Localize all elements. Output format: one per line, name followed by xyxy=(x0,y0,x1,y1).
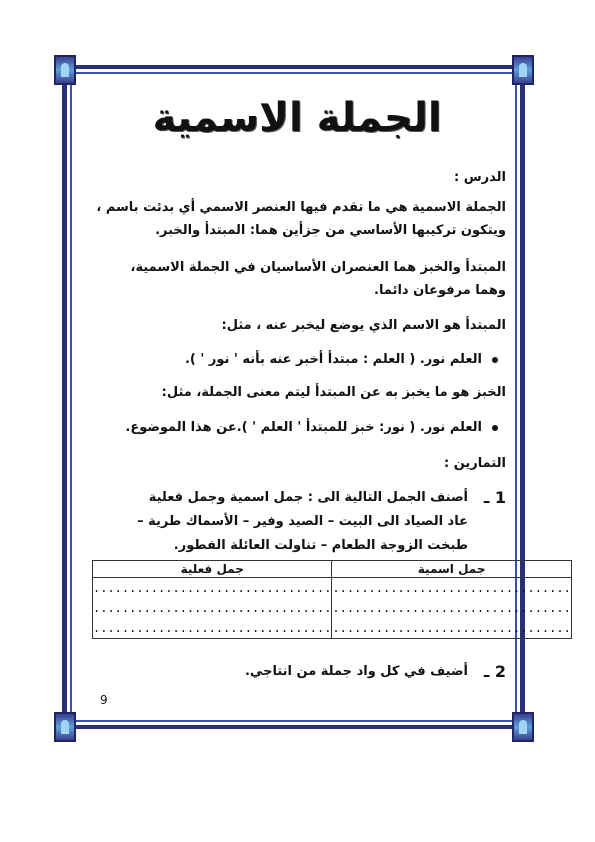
frame-top-line xyxy=(70,65,525,69)
frame-bottom-inner-line xyxy=(74,720,521,722)
lesson-label: الدرس : xyxy=(454,170,506,185)
classification-table xyxy=(92,560,572,639)
exercise-1-number: 1 ـ xyxy=(483,488,506,507)
frame-left-inner-line xyxy=(70,74,72,724)
exercises-label: التمارين : xyxy=(443,456,506,471)
verbal-blank[interactable]: ................................. xyxy=(93,618,332,639)
frame-left-line xyxy=(62,70,67,730)
table-row xyxy=(93,578,572,599)
exercise-1-instruction: أصنف الجمل التالية الى : جمل اسمية وجمل فعلية xyxy=(148,490,468,505)
exercise-2-instruction: أضيف في كل واد جملة من انتاجي. xyxy=(244,664,468,679)
lesson-content xyxy=(88,90,571,710)
parts-line-2: وهما مرفوعان دائما. xyxy=(374,283,506,298)
verbal-blank[interactable]: ................................. xyxy=(93,598,332,618)
frame-top-inner-line xyxy=(74,72,521,74)
exercise-2-number: 2 ـ xyxy=(483,662,506,681)
exercise-1-sentences-1: عاد الصياد الى البيت – الصيد وفير – الأسماك طرية – xyxy=(137,514,468,529)
corner-ornament-bottom-left xyxy=(54,712,76,742)
frame-bottom-line xyxy=(70,725,525,729)
corner-ornament-bottom-right xyxy=(512,712,534,742)
header-nominal-sentences: جمل اسمية xyxy=(332,561,571,578)
page-number: 9 xyxy=(100,693,108,707)
example-1: العلم نور. ( العلم : مبتدأ أخبر عنه بأنه ' نور ' ). xyxy=(185,352,498,367)
parts-line-1: المبتدأ والخبز هما العنصران الأساسيان في الجملة الاسمية، xyxy=(130,260,506,275)
definition-line-2: ويتكون تركيبها الأساسي من جزأين هما: المبتدأ والخبر. xyxy=(155,223,506,238)
khabar-definition: الخبز هو ما يخبز به عن المبتدأ ليتم معنى الجملة، مثل: xyxy=(161,385,506,400)
nominal-blank[interactable]: ................................. xyxy=(332,618,571,639)
nominal-blank[interactable]: ................................. xyxy=(332,598,571,618)
corner-ornament-top-right xyxy=(512,55,534,85)
page-title: الجملة الاسمية xyxy=(152,95,442,141)
example-2: العلم نور. ( نور: خبز للمبتدأ ' العلم ' ).عن هذا الموضوع. xyxy=(125,420,498,435)
header-verbal-sentences: جمل فعلية xyxy=(93,561,332,578)
table-row xyxy=(93,618,572,639)
exercise-1-sentences-2: طبخت الزوجة الطعام – تناولت العائلة الفطور. xyxy=(173,538,468,553)
definition-line-1: الجملة الاسمية هي ما تقدم فيها العنصر الاسمي أي بدئت باسم ، xyxy=(96,200,506,215)
table-row xyxy=(93,598,572,618)
mubtada-definition: المبتدأ هو الاسم الذي يوضع ليخبر عنه ، مثل: xyxy=(221,318,506,333)
corner-ornament-top-left xyxy=(54,55,76,85)
nominal-blank[interactable]: ................................. xyxy=(332,578,571,599)
verbal-blank[interactable]: ................................. xyxy=(93,578,332,599)
